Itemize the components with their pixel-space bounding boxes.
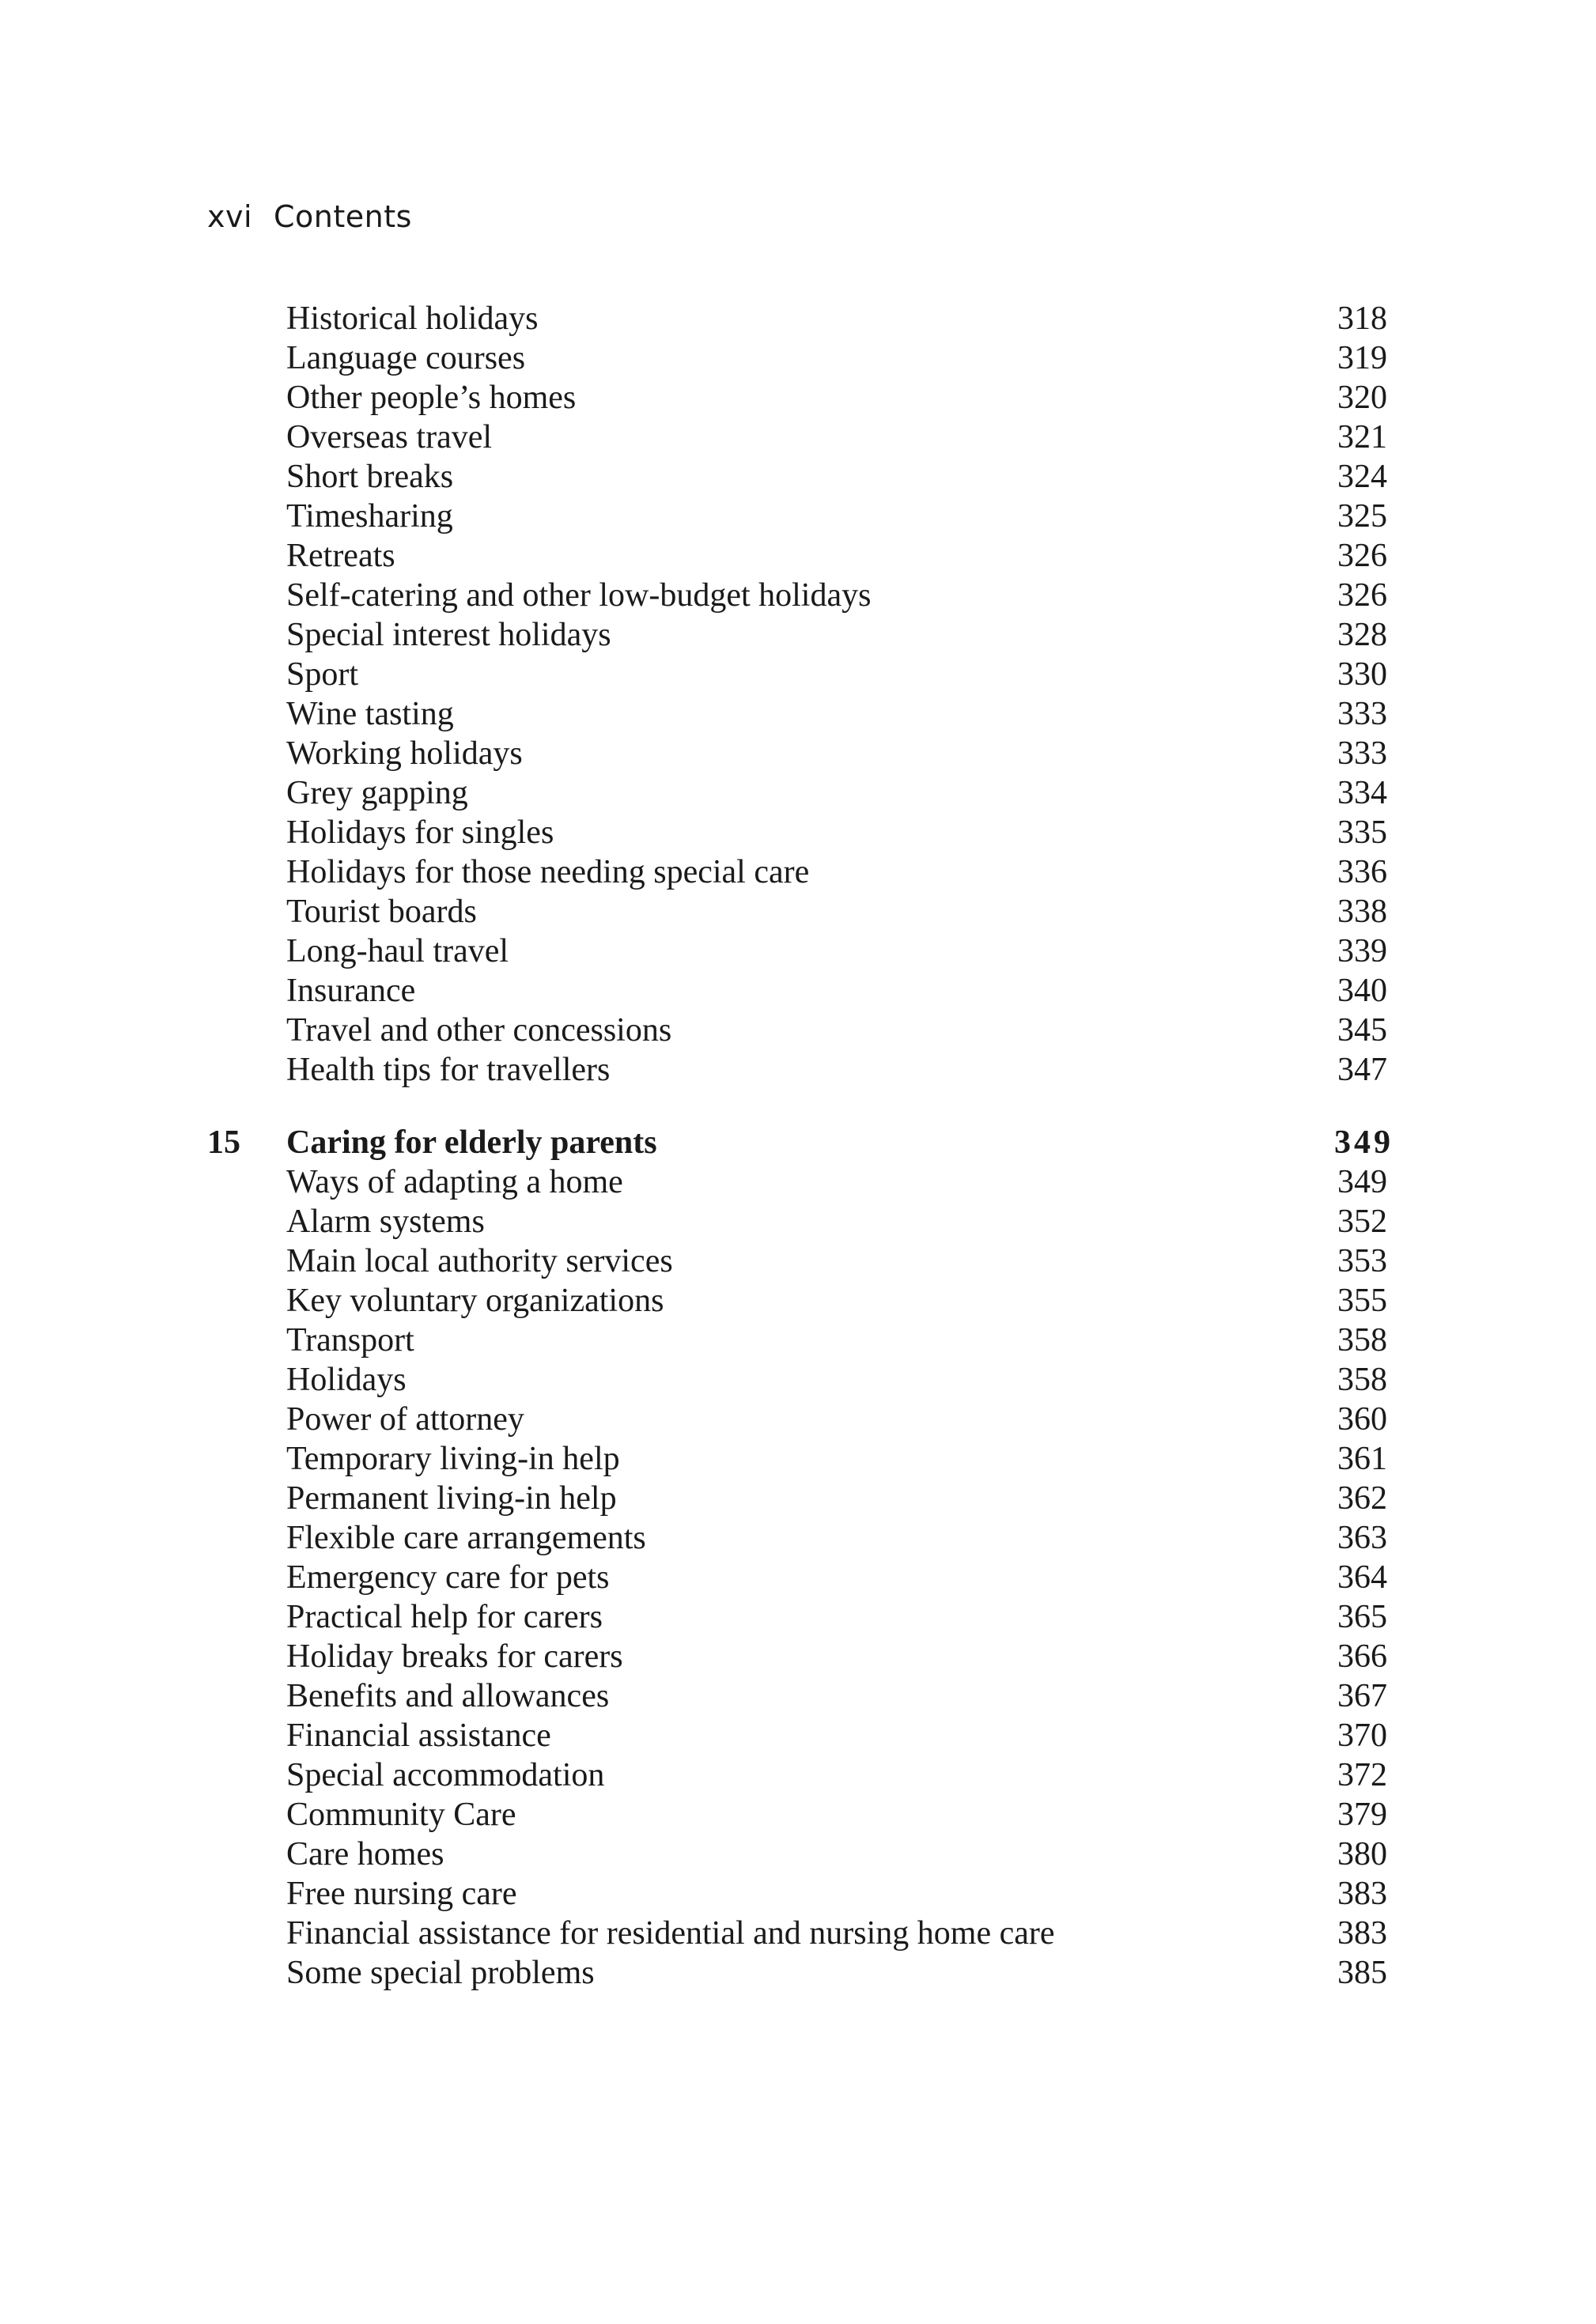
toc-entry (207, 734, 1387, 773)
chapter-page: 349 (1334, 1124, 1394, 1161)
toc-entry (207, 1360, 1387, 1400)
toc-entry-page: 335 (1337, 814, 1387, 851)
toc-entry (207, 1162, 1387, 1202)
toc-entry-page: 349 (1337, 1164, 1387, 1200)
toc-entry-page: 358 (1337, 1322, 1387, 1359)
toc-entry-page: 338 (1337, 894, 1387, 930)
section-14-entry-list (207, 299, 1387, 1090)
toc-entry (207, 1676, 1387, 1716)
toc-entry-page: 383 (1337, 1915, 1387, 1952)
toc-entry (207, 1716, 1387, 1755)
toc-entry-title: Ways of adapting a home (286, 1164, 623, 1200)
toc-entry (207, 1400, 1387, 1439)
toc-entry-page: 367 (1337, 1678, 1387, 1714)
toc-entry-title: Main local authority services (286, 1243, 673, 1279)
toc-entry-page: 321 (1337, 419, 1387, 455)
toc-entry-title: Temporary living-in help (286, 1441, 620, 1477)
toc-entry (207, 1914, 1387, 1953)
toc-entry-page: 326 (1337, 577, 1387, 614)
chapter-title: Caring for elderly parents (286, 1124, 657, 1161)
toc-entry (207, 1558, 1387, 1597)
toc-entry (207, 536, 1387, 576)
toc-entry-page: 360 (1337, 1401, 1387, 1438)
toc-entry-title: Some special problems (286, 1955, 595, 1991)
toc-entry-title: Holiday breaks for carers (286, 1638, 623, 1675)
toc-entry-title: Holidays (286, 1362, 407, 1398)
toc-entry (207, 1202, 1387, 1241)
toc-entry-title: Health tips for travellers (286, 1052, 611, 1088)
toc-entry-page: 355 (1337, 1283, 1387, 1319)
toc-entry-title: Timesharing (286, 498, 453, 535)
toc-entry (207, 1241, 1387, 1281)
toc-entry (207, 1795, 1387, 1835)
toc-entry-page: 330 (1337, 656, 1387, 693)
toc-entry-page: 352 (1337, 1204, 1387, 1240)
toc-entry-title: Holidays for those needing special care (286, 854, 810, 890)
toc-entry-title: Self-catering and other low-budget holidays (286, 577, 872, 614)
toc-entry-page: 385 (1337, 1955, 1387, 1991)
toc-entry-title: Tourist boards (286, 894, 477, 930)
toc-entry-page: 345 (1337, 1012, 1387, 1049)
toc-entry-title: Historical holidays (286, 300, 539, 337)
toc-entry-page: 363 (1337, 1520, 1387, 1556)
toc-entry-title: Short breaks (286, 459, 454, 495)
toc-entry-page: 340 (1337, 973, 1387, 1009)
toc-entry-title: Care homes (286, 1836, 444, 1872)
toc-entry-title: Grey gapping (286, 775, 468, 811)
toc-entry-page: 353 (1337, 1243, 1387, 1279)
toc-entry-page: 366 (1337, 1638, 1387, 1675)
toc-entry (207, 1321, 1387, 1360)
toc-entry-page: 325 (1337, 498, 1387, 535)
toc-entry (207, 1050, 1387, 1090)
toc-entry (207, 1011, 1387, 1050)
toc-entry-title: Power of attorney (286, 1401, 524, 1438)
toc-entry-page: 379 (1337, 1797, 1387, 1833)
page-folio: xvi (207, 199, 253, 234)
toc-entry (207, 457, 1387, 497)
toc-entry (207, 1835, 1387, 1874)
toc-entry (207, 773, 1387, 813)
chapter-15-entry-list (207, 1162, 1387, 1993)
toc-entry (207, 497, 1387, 536)
toc-entry-page: 334 (1337, 775, 1387, 811)
toc-entry-page: 380 (1337, 1836, 1387, 1872)
running-head (207, 198, 412, 236)
toc-entry-title: Other people’s homes (286, 380, 577, 416)
toc-entry-title: Permanent living-in help (286, 1480, 617, 1517)
toc-entry (207, 1637, 1387, 1676)
toc-entry-title: Language courses (286, 340, 526, 376)
toc-entry (207, 338, 1387, 378)
toc-entry-title: Wine tasting (286, 696, 454, 732)
toc-entry-page: 319 (1337, 340, 1387, 376)
toc-entry (207, 576, 1387, 615)
toc-entry-title: Insurance (286, 973, 416, 1009)
toc-entry-page: 383 (1337, 1876, 1387, 1912)
toc-entry (207, 892, 1387, 931)
toc-entry-title: Holidays for singles (286, 814, 554, 851)
toc-entry-title: Special interest holidays (286, 617, 611, 653)
toc-entry (207, 1518, 1387, 1558)
toc-entry-page: 358 (1337, 1362, 1387, 1398)
toc-entry (207, 1439, 1387, 1479)
toc-entry-title: Financial assistance (286, 1717, 551, 1754)
toc-entry-page: 362 (1337, 1480, 1387, 1517)
toc-entry (207, 694, 1387, 734)
toc-entry-page: 361 (1337, 1441, 1387, 1477)
toc-entry-title: Free nursing care (286, 1876, 517, 1912)
toc-entry (207, 655, 1387, 694)
toc-entry-title: Alarm systems (286, 1204, 485, 1240)
toc-entry-page: 372 (1337, 1757, 1387, 1793)
chapter-heading (207, 1123, 1394, 1162)
toc-entry-page: 336 (1337, 854, 1387, 890)
toc-entry-page: 333 (1337, 696, 1387, 732)
toc-entry (207, 615, 1387, 655)
toc-entry (207, 418, 1387, 457)
toc-entry-title: Sport (286, 656, 359, 693)
toc-entry-title: Community Care (286, 1797, 516, 1833)
toc-entry-page: 370 (1337, 1717, 1387, 1754)
toc-entry (207, 852, 1387, 892)
toc-entry-title: Working holidays (286, 735, 523, 772)
toc-entry-page: 333 (1337, 735, 1387, 772)
toc-entry (207, 1874, 1387, 1914)
toc-entry (207, 378, 1387, 418)
toc-entry (207, 1479, 1387, 1518)
toc-entry (207, 931, 1387, 971)
toc-entry (207, 971, 1387, 1011)
chapter-number: 15 (207, 1124, 240, 1161)
toc-entry-page: 365 (1337, 1599, 1387, 1635)
toc-entry-page: 320 (1337, 380, 1387, 416)
toc-entry-page: 324 (1337, 459, 1387, 495)
toc-entry-title: Long-haul travel (286, 933, 509, 969)
toc-entry-title: Retreats (286, 538, 395, 574)
toc-entry-title: Transport (286, 1322, 414, 1359)
table-of-contents (207, 299, 1394, 1993)
toc-entry-title: Benefits and allowances (286, 1678, 610, 1714)
toc-entry-title: Flexible care arrangements (286, 1520, 646, 1556)
running-head-title: Contents (274, 199, 412, 234)
toc-entry (207, 1281, 1387, 1321)
toc-entry-title: Special accommodation (286, 1757, 605, 1793)
toc-entry-title: Financial assistance for residential and nursing home care (286, 1915, 1055, 1952)
toc-entry-page: 347 (1337, 1052, 1387, 1088)
toc-entry (207, 299, 1387, 338)
toc-entry (207, 813, 1387, 852)
toc-entry (207, 1597, 1387, 1637)
toc-entry-title: Practical help for carers (286, 1599, 603, 1635)
toc-entry (207, 1953, 1387, 1993)
toc-entry-title: Travel and other concessions (286, 1012, 672, 1049)
toc-entry-page: 328 (1337, 617, 1387, 653)
toc-entry-page: 364 (1337, 1559, 1387, 1596)
toc-entry-title: Overseas travel (286, 419, 493, 455)
toc-entry-page: 318 (1337, 300, 1387, 337)
toc-entry-page: 326 (1337, 538, 1387, 574)
toc-entry (207, 1755, 1387, 1795)
toc-entry-title: Emergency care for pets (286, 1559, 610, 1596)
toc-entry-title: Key voluntary organizations (286, 1283, 664, 1319)
toc-entry-page: 339 (1337, 933, 1387, 969)
